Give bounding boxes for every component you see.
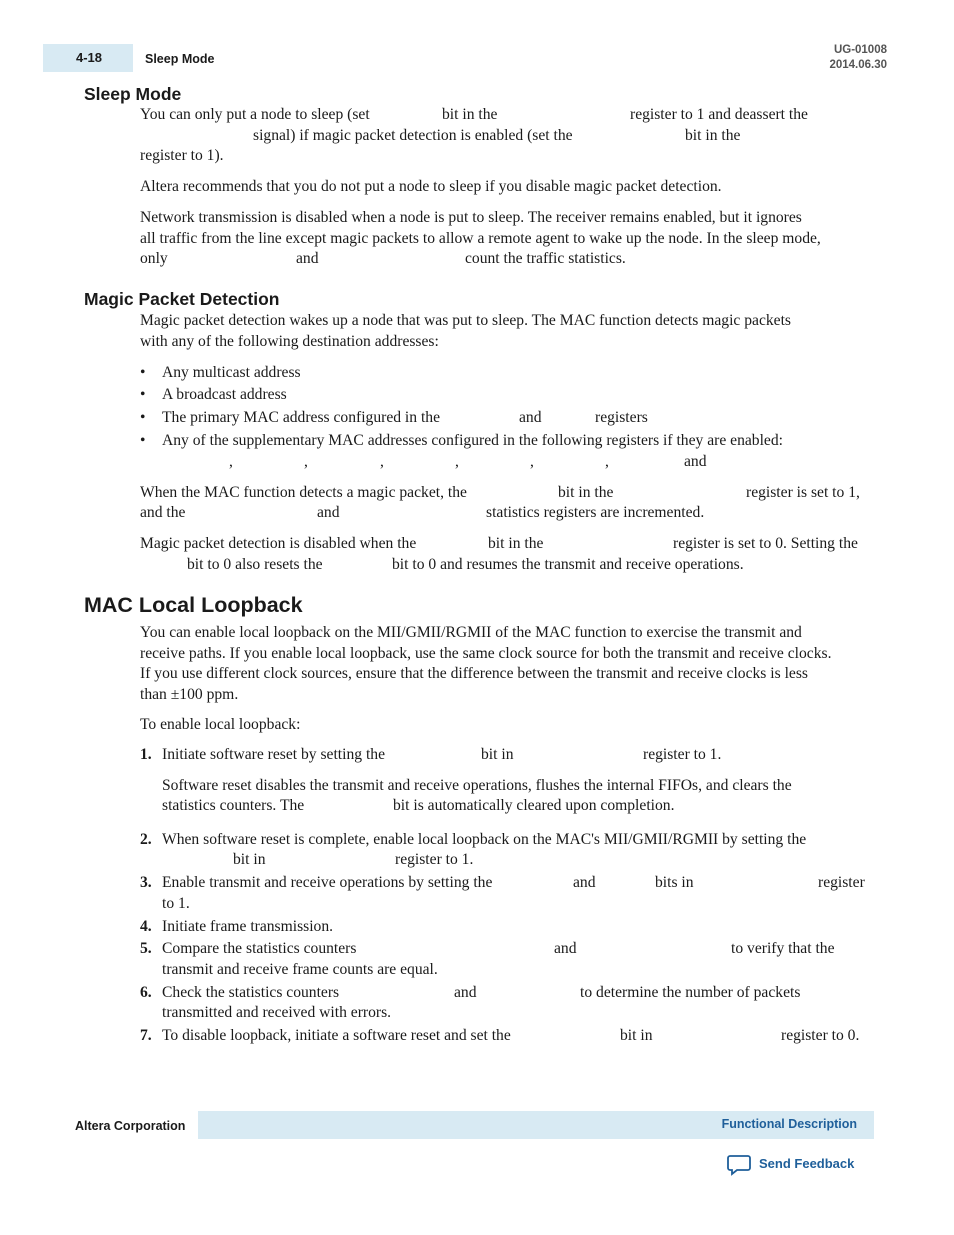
step-number: 1.: [140, 746, 152, 763]
paragraph-line: count the traffic statistics.: [465, 250, 626, 267]
list-separator: ,: [605, 453, 609, 470]
step-text: Initiate frame transmission.: [162, 918, 334, 935]
bullet-marker: •: [140, 386, 146, 403]
step-text: to 1.: [162, 895, 190, 912]
paragraph-line: You can only put a node to sleep (set: [140, 106, 370, 123]
paragraph-line: all traffic from the line except magic packets to allow a remote agent to wake up the node. In the sleep mode,: [140, 230, 821, 247]
step-text: register to 1.: [643, 746, 722, 763]
list-separator: ,: [455, 453, 459, 470]
step-text: To disable loopback, initiate a software reset and set the: [162, 1027, 511, 1044]
step-number: 6.: [140, 984, 152, 1001]
paragraph-line: with any of the following destination addresses:: [140, 333, 439, 350]
step-number: 2.: [140, 831, 152, 848]
step-note: bit is automatically cleared upon completion.: [393, 797, 675, 814]
step-text: register to 1.: [395, 851, 474, 868]
paragraph-line: than ±100 ppm.: [140, 686, 239, 703]
list-item: A broadcast address: [162, 386, 287, 403]
step-note: Software reset disables the transmit and receive operations, flushes the internal FIFOs, and clears the: [162, 777, 792, 794]
step-text: and: [573, 874, 596, 891]
step-text: register to 0.: [781, 1027, 860, 1044]
list-separator: ,: [530, 453, 534, 470]
paragraph-line: signal) if magic packet detection is enabled (set the: [253, 127, 573, 144]
list-item: and: [519, 409, 542, 426]
paragraph-line: receive paths. If you enable local loopback, use the same clock source for both the transmit and receive clocks.: [140, 645, 832, 662]
paragraph-line: register to 1).: [140, 147, 224, 164]
step-text: to verify that the: [731, 940, 835, 957]
paragraph-line: register is set to 0. Setting the: [673, 535, 858, 552]
speech-bubble-icon[interactable]: [727, 1154, 751, 1181]
list-separator: ,: [380, 453, 384, 470]
paragraph-line: statistics registers are incremented.: [486, 504, 705, 521]
send-feedback-link[interactable]: Send Feedback: [759, 1156, 855, 1171]
paragraph-line: bit in the: [685, 127, 741, 144]
list-separator: ,: [229, 453, 233, 470]
step-text: Enable transmit and receive operations by setting the: [162, 874, 493, 891]
step-text: to determine the number of packets: [580, 984, 801, 1001]
paragraph-line: bit to 0 and resumes the transmit and receive operations.: [392, 556, 744, 573]
step-text: Compare the statistics counters: [162, 940, 357, 957]
step-number: 5.: [140, 940, 152, 957]
step-note: statistics counters. The: [162, 797, 305, 814]
step-text: bit in: [481, 746, 514, 763]
step-text: bit in: [233, 851, 266, 868]
paragraph-line: and the: [140, 504, 186, 521]
paragraph-line: You can enable local loopback on the MII/GMII/RGMII of the MAC function to exercise the transmit and: [140, 624, 802, 641]
paragraph-line: bit in the: [488, 535, 544, 552]
paragraph-line: only: [140, 250, 168, 267]
bullet-marker: •: [140, 364, 146, 381]
paragraph-line: and: [296, 250, 319, 267]
step-text: transmit and receive frame counts are equal.: [162, 961, 438, 978]
paragraph-line: Magic packet detection is disabled when the: [140, 535, 417, 552]
step-number: 3.: [140, 874, 152, 891]
footer-corporation: Altera Corporation: [75, 1119, 186, 1133]
paragraph: Altera recommends that you do not put a node to sleep if you disable magic packet detection.: [140, 178, 722, 195]
running-title: Sleep Mode: [145, 52, 215, 66]
step-text: Initiate software reset by setting the: [162, 746, 386, 763]
document-id: UG-01008: [833, 44, 887, 56]
paragraph-line: register to 1 and deassert the: [630, 106, 808, 123]
list-separator: and: [684, 453, 707, 470]
paragraph-line: If you use different clock sources, ensure that the difference between the transmit and receive clocks is less: [140, 665, 808, 682]
step-text: transmitted and received with errors.: [162, 1004, 392, 1021]
step-number: 4.: [140, 918, 152, 935]
bullet-marker: •: [140, 409, 146, 426]
list-item: registers: [595, 409, 648, 426]
step-text: Check the statistics counters: [162, 984, 340, 1001]
step-text: When software reset is complete, enable local loopback on the MAC's MII/GMII/RGMII by setting the: [162, 831, 807, 848]
step-text: bits in: [655, 874, 694, 891]
paragraph-line: bit in the: [442, 106, 498, 123]
paragraph-line: When the MAC function detects a magic packet, the: [140, 484, 467, 501]
paragraph-line: bit to 0 also resets the: [187, 556, 323, 573]
list-item: Any of the supplementary MAC addresses configured in the following registers if they are enabled:: [162, 432, 783, 449]
step-text: and: [554, 940, 577, 957]
paragraph-line: Magic packet detection wakes up a node that was put to sleep. The MAC function detects magic packets: [140, 312, 791, 329]
paragraph-line: bit in the: [558, 484, 614, 501]
step-text: register: [818, 874, 865, 891]
section-heading-sleep-mode: Sleep Mode: [84, 84, 182, 104]
footer-section-link[interactable]: Functional Description: [721, 1117, 857, 1131]
section-heading-magic-packet: Magic Packet Detection: [84, 289, 280, 309]
page-number: 4-18: [76, 50, 103, 65]
step-text: bit in: [620, 1027, 653, 1044]
section-heading-mac-local-loopback: MAC Local Loopback: [84, 593, 303, 617]
bullet-marker: •: [140, 432, 146, 449]
list-item: The primary MAC address configured in the: [162, 409, 441, 426]
step-number: 7.: [140, 1027, 152, 1044]
document-date: 2014.06.30: [829, 59, 887, 71]
document-id-block: [829, 43, 887, 73]
list-item: Any multicast address: [162, 364, 301, 381]
paragraph-line: Network transmission is disabled when a node is put to sleep. The receiver remains enabled, but it ignores: [140, 209, 802, 226]
step-text: and: [454, 984, 477, 1001]
paragraph: To enable local loopback:: [140, 716, 301, 733]
list-separator: ,: [304, 453, 308, 470]
paragraph-line: register is set to 1,: [746, 484, 860, 501]
paragraph-line: and: [317, 504, 340, 521]
